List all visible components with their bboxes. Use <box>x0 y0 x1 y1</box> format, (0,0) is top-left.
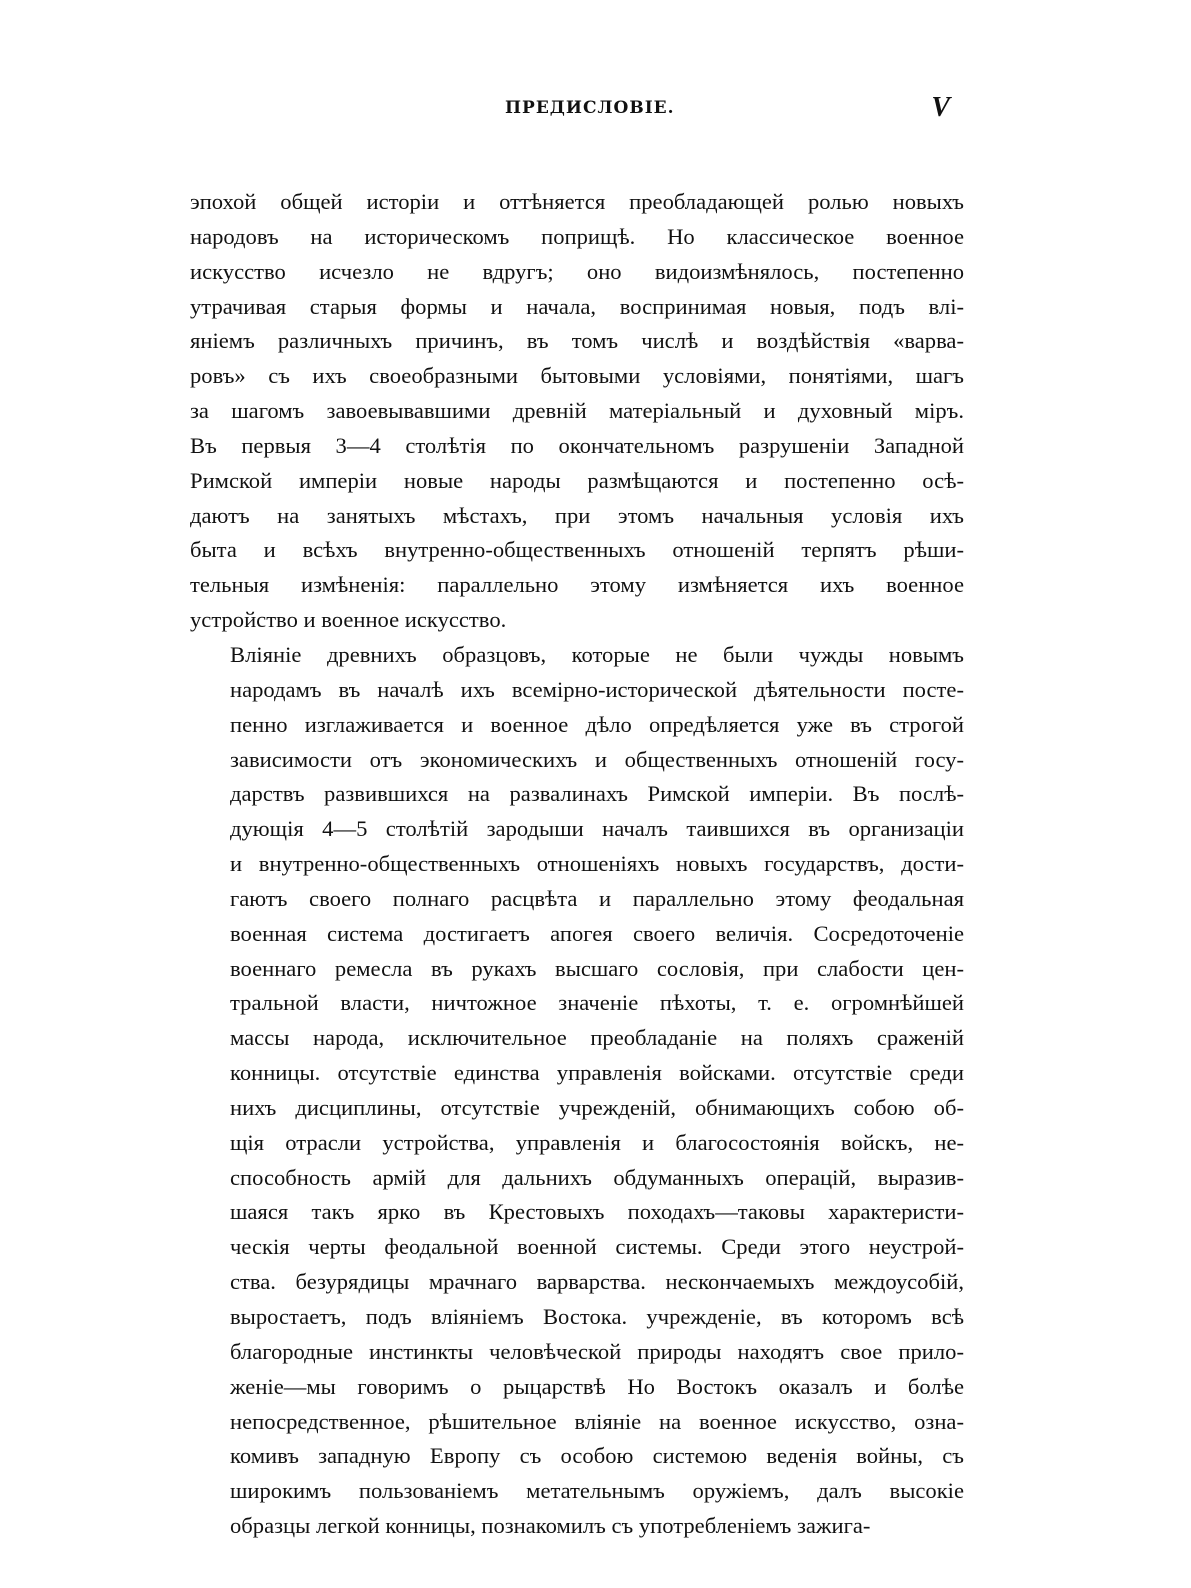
text-line: военная система достигаетъ апогея своего величія. Сосредоточеніе <box>230 920 964 946</box>
text-line: выростаетъ, подъ вліяніемъ Востока. учрежденіе, въ которомъ всѣ <box>230 1304 964 1329</box>
text-line: за шагомъ завоевывавшими древній матеріальный и духовный міръ. <box>190 398 964 424</box>
text-line: образцы легкой конницы, познакомилъ съ употребленіемъ зажига- <box>230 1513 871 1539</box>
text-line: конницы. отсутствіе единства управленія войсками. отсутствіе среди <box>230 1060 964 1086</box>
text-line: яніемъ различныхъ причинъ, въ томъ числѣ и воздѣйствія «варва- <box>190 328 964 354</box>
text-line: массы народа, исключительное преобладаніе на поляхъ сраженій <box>230 1025 964 1051</box>
text-line: способность армій для дальнихъ обдуманныхъ операцій, выразив- <box>230 1164 964 1190</box>
text-line: женіе—мы говоримъ о рыцарствѣ Но Востокъ оказалъ и болѣе <box>230 1373 964 1399</box>
text-line: щія отрасли устройства, управленія и благосостоянія войскъ, не- <box>230 1129 964 1155</box>
text-line: тельныя измѣненія: параллельно этому измѣняется ихъ военное <box>190 572 964 598</box>
paragraph <box>190 185 964 638</box>
text-line: шаяся такъ ярко въ Крестовыхъ походахъ—таковы характеристи- <box>230 1199 964 1225</box>
text-line: зависимости отъ экономическихъ и общественныхъ отношеній госу- <box>230 746 964 772</box>
text-line: устройство и военное искусство. <box>190 607 507 633</box>
text-line: нихъ дисциплины, отсутствіе учрежденій, обнимающихъ собою об- <box>230 1094 964 1120</box>
text-line: ровъ» съ ихъ своеобразными бытовыми условіями, понятіями, шагъ <box>190 363 964 389</box>
text-line: утрачивая старыя формы и начала, воспринимая новыя, подъ влі- <box>190 293 964 319</box>
text-line: народамъ въ началѣ ихъ всемірно-исторической дѣятельности посте- <box>230 676 964 702</box>
text-line: непосредственное, рѣшительное вліяніе на военное искусство, озна- <box>230 1408 964 1434</box>
running-title: ПРЕДИСЛОВІЕ. <box>505 98 675 118</box>
text-line: даютъ на занятыхъ мѣстахъ, при этомъ начальныя условія ихъ <box>190 502 964 528</box>
text-line: широкимъ пользованіемъ метательнымъ оружіемъ, далъ высокіе <box>230 1478 964 1504</box>
text-line: и внутренно-общественныхъ отношеніяхъ новыхъ государствъ, дости- <box>230 851 964 877</box>
text-line: гаютъ своего полнаго расцвѣта и параллельно этому феодальная <box>230 885 964 911</box>
text-line: ческія черты феодальной военной системы. Среди этого неустрой- <box>230 1234 964 1260</box>
text-line: Въ первыя 3—4 столѣтія по окончательномъ разрушеніи Западной <box>190 432 964 458</box>
text-line: комивъ западную Европу съ особою системою веденія войны, съ <box>230 1443 964 1469</box>
paragraph <box>190 638 964 1544</box>
body-text <box>190 185 964 1544</box>
text-line: дующія 4—5 столѣтій зародыши началъ таившихся въ организаціи <box>230 816 964 842</box>
page-number: V <box>931 92 950 123</box>
text-line: пенно изглаживается и военное дѣло опредѣляется уже въ строгой <box>230 711 964 737</box>
text-line: благородные инстинкты человѣческой природы находятъ свое прило- <box>230 1338 964 1364</box>
text-line: военнаго ремесла въ рукахъ высшаго сословія, при слабости цен- <box>230 955 964 981</box>
text-line: Вліяніе древнихъ образцовъ, которые не были чужды новымъ <box>230 641 964 667</box>
text-line: Римской имперіи новые народы размѣщаются и постепенно осѣ- <box>190 467 964 493</box>
running-head <box>190 92 950 132</box>
text-line: искусство исчезло не вдругъ; оно видоизмѣнялось, постепенно <box>190 258 964 284</box>
text-line: народовъ на историческомъ поприщѣ. Но классическое военное <box>190 223 964 249</box>
text-line: ства. безурядицы мрачнаго варварства. нескончаемыхъ междоусобій, <box>230 1269 964 1295</box>
text-line: тральной власти, ничтожное значеніе пѣхоты, т. е. огромнѣйшей <box>230 990 964 1016</box>
text-line: дарствъ развившихся на развалинахъ Римской имперіи. Въ послѣ- <box>230 781 964 807</box>
text-line: быта и всѣхъ внутренно-общественныхъ отношеній терпятъ рѣши- <box>190 537 964 563</box>
text-line: эпохой общей исторіи и оттѣняется преобладающей ролью новыхъ <box>190 189 964 214</box>
